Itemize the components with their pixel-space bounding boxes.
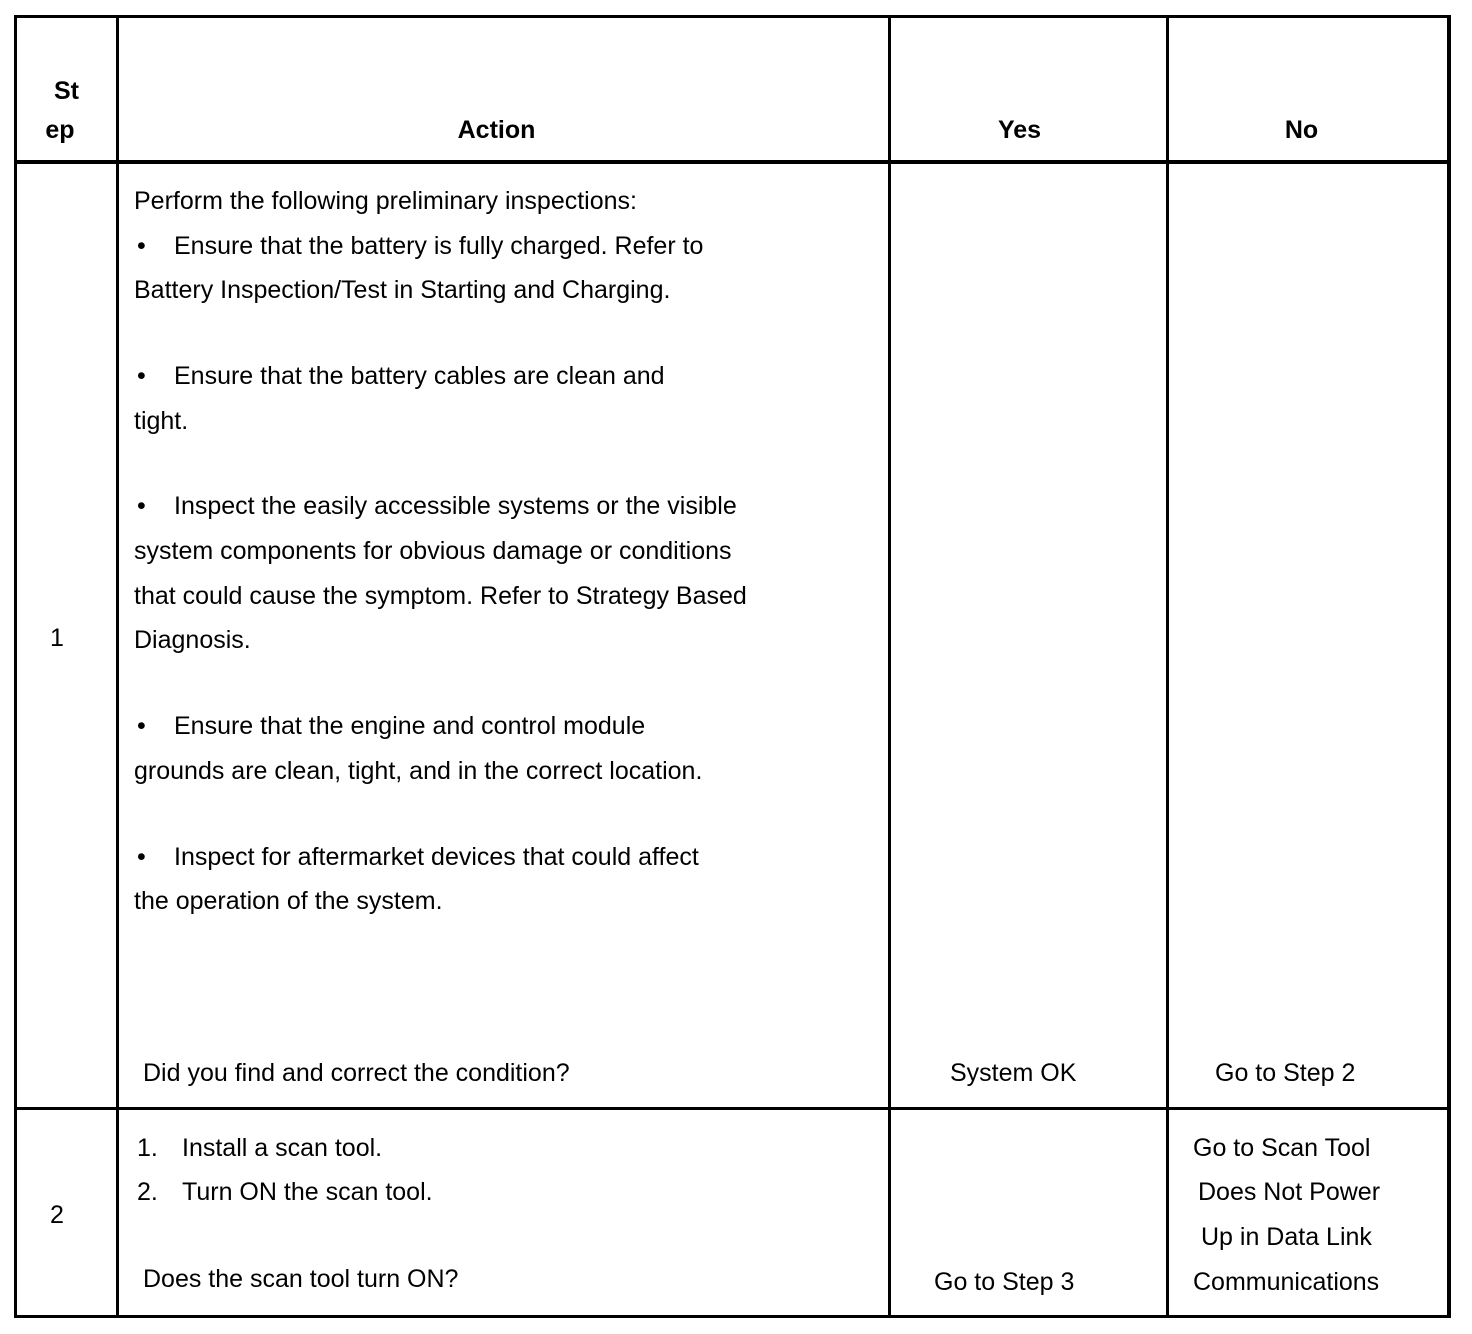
bullet-marker: •: [137, 362, 146, 390]
table-border-right: [1447, 15, 1451, 1318]
bullet-marker: •: [137, 492, 146, 520]
header-no: No: [1284, 116, 1319, 144]
action-text-line: the operation of the system.: [134, 887, 443, 915]
no-result: Go to Step 2: [1215, 1059, 1356, 1087]
action-text-line: Ensure that the engine and control module: [174, 712, 646, 740]
header-action: Action: [457, 116, 536, 144]
no-result-line: Does Not Power: [1198, 1178, 1381, 1206]
header-step-line2: ep: [45, 116, 75, 144]
action-text-line: that could cause the symptom. Refer to Strategy Based: [134, 582, 747, 610]
question-text: Did you find and correct the condition?: [143, 1059, 570, 1087]
action-text-line: Ensure that the battery cables are clean and: [174, 362, 665, 390]
action-text-line: Turn ON the scan tool.: [182, 1178, 433, 1206]
list-marker: 1.: [137, 1134, 158, 1162]
action-text-line: Diagnosis.: [134, 626, 251, 654]
action-text-line: Inspect the easily accessible systems or the visible: [174, 492, 737, 520]
table-border-left: [14, 15, 17, 1318]
table-border-top: [14, 15, 1451, 18]
no-result-line: Communications: [1193, 1268, 1380, 1296]
bullet-marker: •: [137, 712, 146, 740]
bullet-marker: •: [137, 232, 146, 260]
action-text-line: Inspect for aftermarket devices that could affect: [174, 843, 699, 871]
header-yes: Yes: [997, 116, 1042, 144]
column-divider-step: [116, 15, 119, 1318]
table-border-row1-bottom: [14, 1107, 1451, 1110]
action-text-line: Ensure that the battery is fully charged. Refer to: [174, 232, 704, 260]
action-text-line: tight.: [134, 407, 189, 435]
yes-result: System OK: [950, 1059, 1077, 1087]
table-border-bottom: [14, 1315, 1451, 1318]
action-text-line: system components for obvious damage or conditions: [134, 537, 732, 565]
step-number-2: 2: [50, 1201, 64, 1229]
action-text-line: Battery Inspection/Test in Starting and Charging.: [134, 276, 671, 304]
column-divider-yes: [1166, 15, 1169, 1318]
yes-result: Go to Step 3: [934, 1268, 1075, 1296]
header-step-line1: St: [54, 77, 79, 105]
no-result-line: Up in Data Link: [1201, 1223, 1372, 1251]
step-number-1: 1: [50, 624, 64, 652]
table-border-header-bottom: [14, 160, 1451, 164]
list-marker: 2.: [137, 1178, 158, 1206]
action-text-line: Perform the following preliminary inspections:: [134, 187, 637, 215]
question-text: Does the scan tool turn ON?: [143, 1265, 459, 1293]
column-divider-action: [888, 15, 891, 1318]
action-text-line: Install a scan tool.: [182, 1134, 383, 1162]
bullet-marker: •: [137, 843, 146, 871]
action-text-line: grounds are clean, tight, and in the correct location.: [134, 757, 703, 785]
no-result-line: Go to Scan Tool: [1193, 1134, 1371, 1162]
